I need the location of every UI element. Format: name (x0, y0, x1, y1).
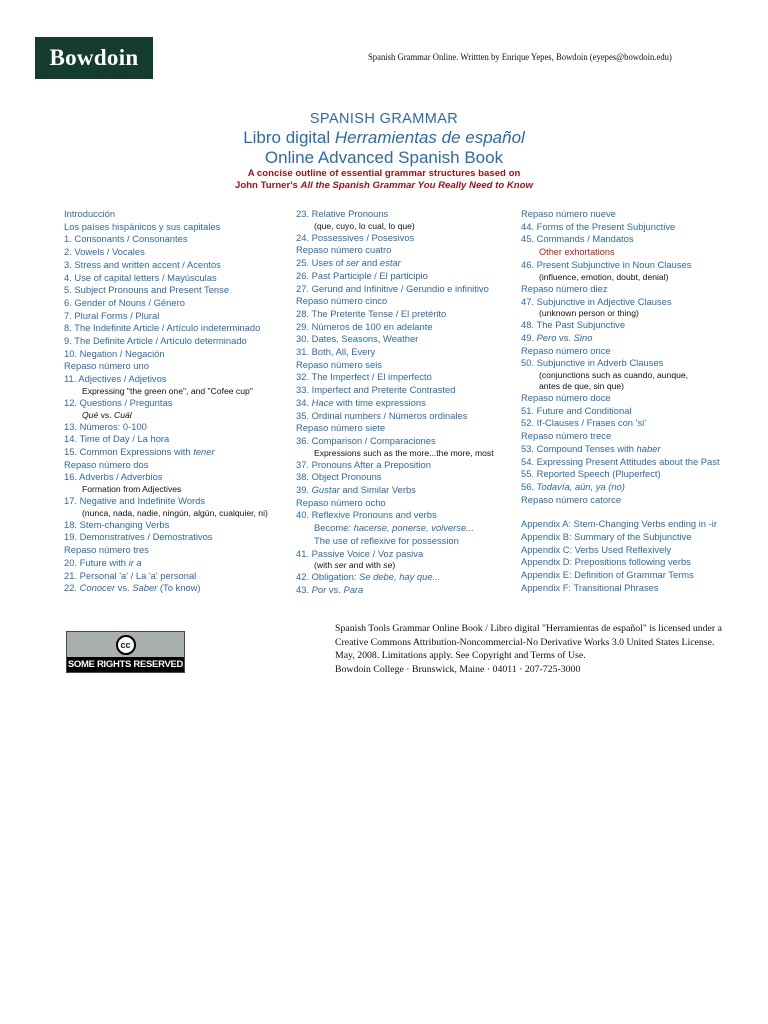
toc-note: antes de que, sin que) (539, 381, 625, 392)
link-part: Sino (573, 331, 593, 343)
cc-badge-top (67, 632, 184, 657)
link-part: 42. Obligation: (296, 571, 360, 583)
subtitle-turner (0, 180, 768, 192)
toc-note: Expressions such as the more...the more, most (314, 447, 494, 458)
link-part: 15. Common Expressions with (64, 445, 194, 457)
appendix-link[interactable]: Appendix F: Transitional Phrases (521, 581, 659, 593)
toc-link[interactable] (296, 484, 494, 497)
byline: Spanish Grammar Online. Writtten by Enrique Yepes, Bowdoin (eyepes@bowdoin.edu) (368, 52, 672, 63)
note-part: se (383, 560, 393, 571)
toc-link[interactable]: 36. Comparison / Comparaciones (296, 434, 436, 446)
toc-link[interactable] (521, 443, 720, 456)
link-part: 43. (296, 583, 312, 595)
toc-link[interactable]: Repaso número siete (296, 422, 386, 434)
toc-note: Expressing "the green one", and "Cofee cup" (82, 385, 253, 396)
appendix-link[interactable]: Appendix A: Stem-Changing Verbs ending in -ir (521, 518, 717, 530)
note-part: Qué (82, 409, 99, 420)
link-part: 22. (64, 582, 80, 594)
cc-icon: cc (116, 635, 136, 655)
license-text (335, 622, 722, 676)
subtitle-author: John Turner's (235, 180, 301, 191)
title-libro-digital (0, 128, 768, 148)
link-part: estar (379, 257, 401, 269)
toc-note: (conjunctions such as cuando, aunque, (539, 370, 689, 381)
link-part: Hace (311, 396, 334, 408)
toc-link[interactable] (64, 446, 268, 459)
toc-link[interactable]: 47. Subjunctive in Adjective Clauses (521, 295, 672, 307)
toc-link[interactable]: 41. Passive Voice / Voz pasiva (296, 547, 424, 559)
toc-link[interactable]: Repaso número trece (521, 430, 612, 442)
toc-link[interactable]: 29. Números de 100 en adelante (296, 320, 433, 332)
link-part: ser (346, 257, 360, 269)
toc-link[interactable]: 3. Stress and written accent / Acentos (64, 258, 221, 270)
toc-link[interactable]: 1. Consonants / Consonantes (64, 233, 188, 245)
toc-link[interactable] (296, 257, 494, 270)
toc-link[interactable]: 52. If-Clauses / Frases con 'si' (521, 417, 646, 429)
toc-link[interactable]: Repaso número cuatro (296, 244, 392, 256)
note-part: ) (392, 560, 396, 571)
title-spanish-grammar: SPANISH GRAMMAR (309, 111, 459, 127)
toc-note (64, 410, 268, 421)
toc-link[interactable]: 19. Demonstratives / Demostrativos (64, 531, 213, 543)
toc-link[interactable]: 44. Forms of the Present Subjunctive (521, 220, 676, 232)
note-part: ser (334, 560, 347, 571)
toc-sublink-red[interactable]: Other exhortations (539, 247, 615, 258)
toc-link[interactable]: 37. Pronouns After a Preposition (296, 458, 431, 470)
toc-link[interactable]: 18. Stem-changing Verbs (64, 518, 170, 530)
link-part: Conocer (79, 582, 116, 594)
toc-link[interactable]: Repaso número seis (296, 358, 382, 370)
toc-link[interactable]: 30. Dates, Seasons, Weather (296, 333, 419, 345)
title-herramientas: Herramientas de español (334, 128, 525, 147)
link-part: hacerse, ponerse, volverse... (353, 522, 474, 534)
toc-link[interactable]: 6. Gender of Nouns / Género (64, 296, 185, 308)
link-part: 56. (521, 480, 537, 492)
link-part: vs. (556, 331, 574, 343)
license-line: Creative Commons Attribution-Noncommercial-No Derivative Works 3.0 United States License. (335, 636, 715, 648)
toc-link[interactable]: Repaso número dos (64, 458, 149, 470)
link-part: (To know) (157, 582, 201, 594)
toc-link[interactable]: Repaso número doce (521, 392, 611, 404)
toc-link[interactable]: Repaso número tres (64, 544, 149, 556)
toc-link[interactable]: Repaso número nueve (521, 208, 616, 219)
toc-link[interactable]: 13. Números: 0-100 (64, 420, 147, 432)
toc-link[interactable] (521, 481, 720, 494)
toc-link[interactable]: 27. Gerund and Infinitive / Gerundio e infinitivo (296, 282, 489, 294)
license-line: Spanish Tools Grammar Online Book / Libro digital "Herramientas de español" is licensed under a (335, 623, 722, 634)
title-libro-text: Libro digital (243, 128, 335, 147)
toc-link[interactable]: 10. Negation / Negación (64, 347, 165, 359)
toc-link[interactable]: 9. The Definite Article / Artículo determinado (64, 335, 247, 347)
link-part: Become: (314, 522, 354, 534)
toc-link[interactable]: 35. Ordinal numbers / Números ordinales (296, 409, 468, 421)
toc-sublink[interactable]: The use of reflexive for possession (314, 534, 459, 546)
toc-link[interactable]: Repaso número diez (521, 282, 608, 294)
link-part: Pero (536, 331, 557, 343)
toc-link[interactable]: 2. Vowels / Vocales (64, 246, 145, 258)
link-part: 20. Future with (64, 556, 129, 568)
license-line: May, 2008. Limitations apply. See Copyright and Terms of Use. (335, 650, 586, 661)
link-part: haber (636, 442, 661, 454)
toc-note: (que, cuyo, lo cual, lo que) (314, 220, 415, 231)
toc-link[interactable]: 55. Reported Speech (Pluperfect) (521, 468, 661, 480)
toc-link[interactable] (296, 397, 494, 410)
appendix-link[interactable]: Appendix D: Prepositions following verbs (521, 556, 691, 568)
toc-link[interactable]: 38. Object Pronouns (296, 471, 382, 483)
link-part: tener (193, 445, 215, 457)
toc-link[interactable]: Repaso número cinco (296, 295, 388, 307)
toc-link[interactable]: 32. The Imperfect / El imperfecto (296, 371, 432, 383)
subtitle-outline: A concise outline of essential grammar structures based on (247, 168, 521, 179)
title-online-book: Online Advanced Spanish Book (264, 148, 504, 167)
toc-link[interactable] (64, 557, 268, 570)
toc-link[interactable]: 7. Plural Forms / Plural (64, 309, 160, 321)
toc-link[interactable]: 24. Possessives / Posesivos (296, 231, 415, 243)
toc-link[interactable]: Introducción (64, 208, 116, 219)
toc-link[interactable]: 21. Personal 'a' / La 'a' personal (64, 569, 197, 581)
subtitle-book-title: All the Spanish Grammar You Really Need to Know (300, 180, 533, 191)
toc-link[interactable]: 45. Commands / Mandatos (521, 233, 634, 245)
toc-link[interactable]: Repaso número ocho (296, 496, 386, 508)
bowdoin-logo[interactable]: Bowdoin (35, 37, 153, 79)
toc-note (296, 560, 494, 571)
link-part: Para (343, 583, 364, 595)
link-part: Saber (132, 582, 158, 594)
cc-badge-label: SOME RIGHTS RESERVED (67, 659, 184, 670)
toc-link[interactable]: 46. Present Subjunctive in Noun Clauses (521, 259, 692, 271)
link-part: Todavía, aún, ya (no) (536, 480, 625, 492)
spacer (521, 506, 720, 518)
toc-link[interactable] (296, 584, 494, 597)
link-part: 39. (296, 484, 312, 496)
toc-link[interactable]: 12. Questions / Preguntas (64, 396, 173, 408)
toc-link[interactable] (521, 332, 720, 345)
link-part: and Similar Verbs (339, 484, 416, 496)
toc-link[interactable]: 16. Adverbs / Adverbios (64, 471, 163, 483)
toc-link[interactable]: 50. Subjunctive in Adverb Clauses (521, 357, 664, 369)
license-line: Bowdoin College · Brunswick, Maine · 04011 · 207-725-3000 (335, 663, 581, 675)
toc-link[interactable]: 51. Future and Conditional (521, 404, 632, 416)
link-part: 49. (521, 331, 537, 343)
toc-link[interactable]: 28. The Preterite Tense / El pretérito (296, 307, 447, 319)
toc-link[interactable]: Repaso número catorce (521, 493, 622, 505)
toc-link[interactable]: 5. Subject Pronouns and Present Tense (64, 284, 230, 296)
toc-link[interactable]: Repaso número once (521, 344, 611, 356)
toc-column-2 (296, 208, 494, 597)
toc-link[interactable] (64, 582, 268, 595)
toc-link[interactable]: 8. The Indefinite Article / Artículo indeterminado (64, 322, 261, 334)
toc-note: (unknown person or thing) (539, 308, 639, 319)
toc-link[interactable]: Repaso número uno (64, 360, 149, 372)
toc-link[interactable]: 14. Time of Day / La hora (64, 433, 170, 445)
link-part: and (359, 257, 380, 269)
toc-link[interactable]: 17. Negative and Indefinite Words (64, 495, 206, 507)
toc-link[interactable]: 23. Relative Pronouns (296, 208, 389, 219)
link-part: vs. (115, 582, 133, 594)
toc-note: (nunca, nada, nadie, ningún, algún, cualquier, ni) (82, 507, 268, 518)
appendix-link[interactable]: Appendix B: Summary of the Subjunctive (521, 531, 692, 543)
toc-note: (influence, emotion, doubt, denial) (539, 271, 669, 282)
toc-column-3 (521, 208, 720, 595)
toc-link[interactable]: 4. Use of capital letters / Mayúsculas (64, 271, 217, 283)
toc-link[interactable]: 54. Expressing Present Attitudes about the Past (521, 455, 720, 467)
link-part: 34. (296, 396, 312, 408)
toc-note: Formation from Adjectives (82, 484, 182, 495)
toc-link[interactable]: 11. Adjectives / Adjetivos (64, 373, 167, 385)
appendix-link[interactable]: Appendix E: Definition of Grammar Terms (521, 569, 694, 581)
note-part: and with (346, 560, 384, 571)
note-part: vs. (98, 409, 115, 420)
link-part: Por (311, 583, 327, 595)
toc-link[interactable]: 40. Reflexive Pronouns and verbs (296, 509, 437, 521)
note-part: Cuál (114, 409, 132, 420)
toc-link[interactable] (296, 571, 494, 584)
link-part: ir a (128, 556, 142, 568)
note-part: (with (314, 560, 335, 571)
toc-link[interactable]: Los países hispánicos y sus capitales (64, 220, 221, 232)
link-part: vs. (326, 583, 344, 595)
link-part: 53. Compound Tenses with (521, 442, 637, 454)
toc-sublink[interactable] (296, 522, 494, 535)
toc-link[interactable]: 31. Both, All, Every (296, 346, 376, 358)
toc-link[interactable]: 33. Imperfect and Preterite Contrasted (296, 384, 456, 396)
toc-link[interactable]: 26. Past Participle / El participio (296, 269, 428, 281)
link-part: Se debe, hay que... (359, 571, 441, 583)
link-part: Gustar (311, 484, 340, 496)
link-part: with time expressions (333, 396, 426, 408)
appendix-link[interactable]: Appendix C: Verbs Used Reflexively (521, 543, 672, 555)
title-block (0, 111, 768, 192)
link-part: 25. Uses of (296, 257, 347, 269)
toc-link[interactable]: 48. The Past Subjunctive (521, 319, 626, 331)
toc-column-1 (64, 208, 268, 595)
creative-commons-badge[interactable] (66, 631, 185, 673)
